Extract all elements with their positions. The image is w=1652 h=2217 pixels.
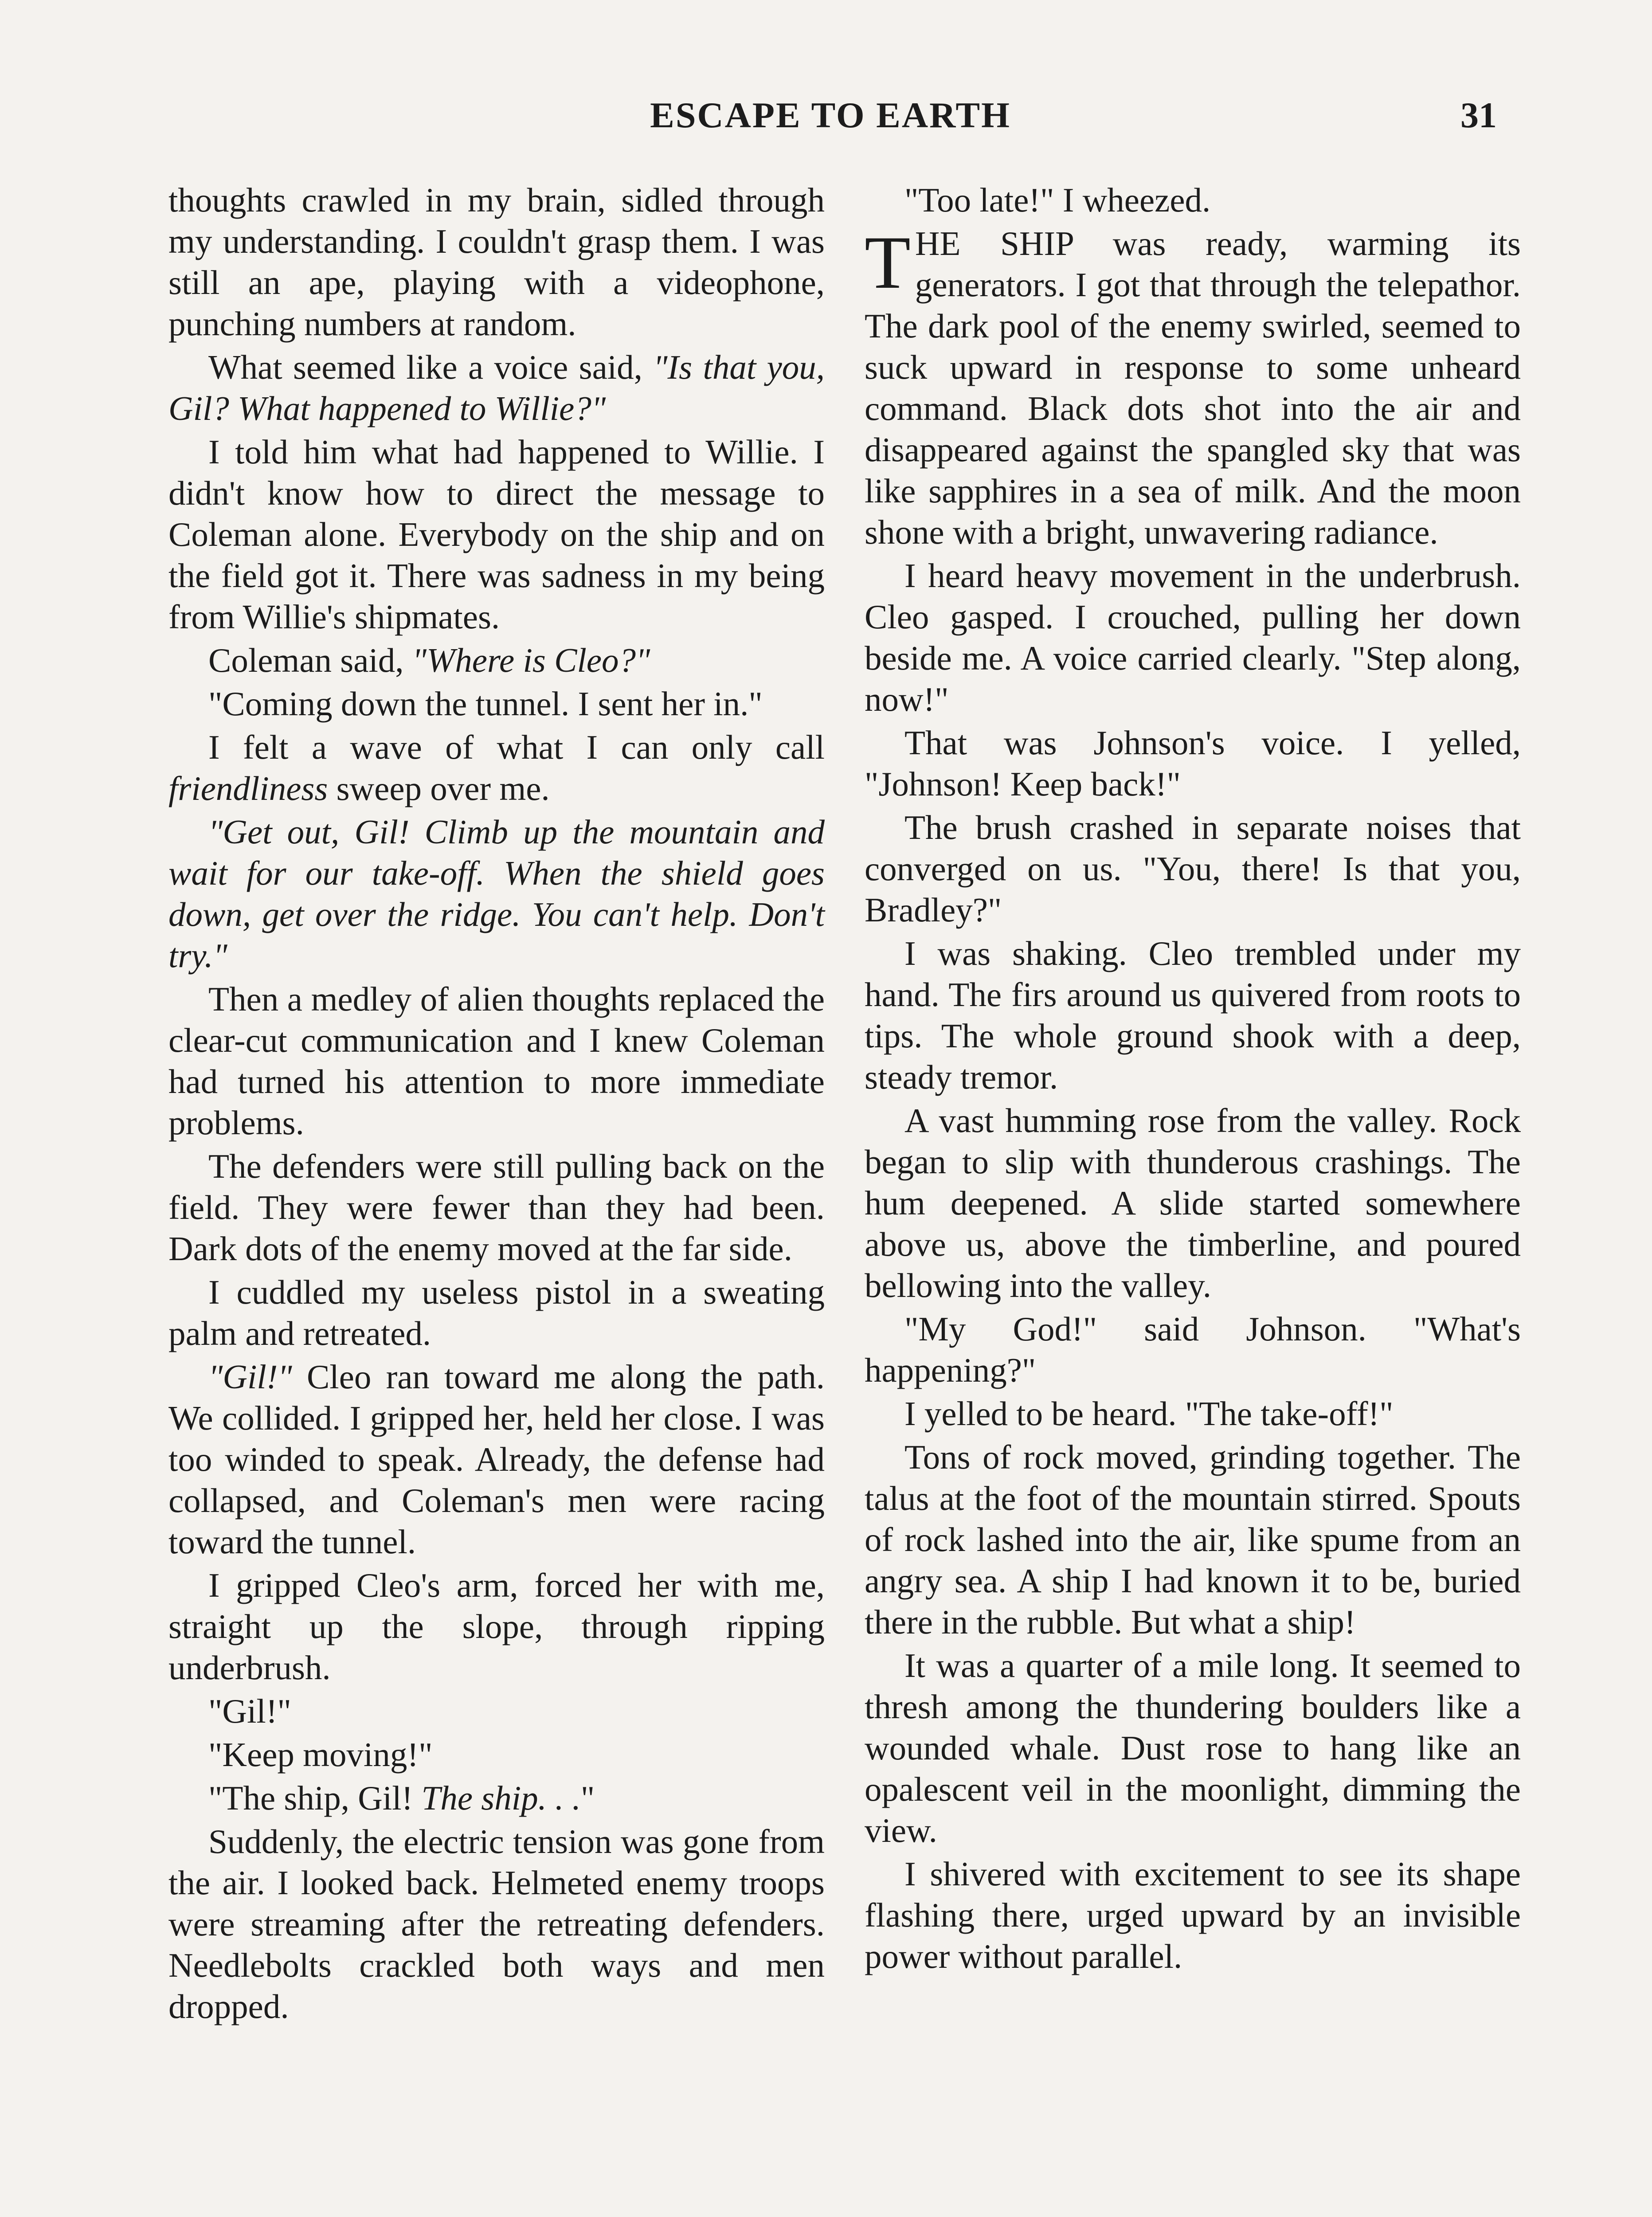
drop-cap: T bbox=[865, 221, 911, 304]
text-run: Cleo ran toward me along the path. We collided. I gripped her, held her close. I was too winded to speak. Already, the defense had collapsed, and Coleman's men were racing toward the tunnel. bbox=[168, 1358, 825, 1561]
left-text-column bbox=[168, 180, 825, 2029]
text-run: sweep over me. bbox=[328, 769, 550, 807]
paragraph bbox=[168, 640, 825, 681]
text-run: Suddenly, the electric tension was gone from the air. I looked back. Helmeted enemy troops were streaming after the retreating defenders. Needlebolts crackled both ways and men dropped. bbox=[168, 1822, 825, 2025]
paragraph bbox=[168, 347, 825, 429]
paragraph bbox=[168, 727, 825, 809]
text-run: "Too late!" I wheezed. bbox=[904, 181, 1211, 219]
text-run: " bbox=[580, 1779, 595, 1817]
paragraph bbox=[865, 807, 1521, 931]
paragraph bbox=[168, 1356, 825, 1563]
right-text-column bbox=[865, 180, 1521, 1979]
paragraph bbox=[168, 1691, 825, 1732]
paragraph bbox=[168, 1565, 825, 1688]
text-run: I cuddled my useless pistol in a sweating palm and retreated. bbox=[168, 1273, 825, 1352]
text-run: Tons of rock moved, grinding together. The talus at the foot of the mountain stirred. Spouts of rock lashed into the air, like spume from an angry sea. A ship I had known it to be, buried there in the rubble. But what a ship! bbox=[865, 1438, 1521, 1641]
text-run: What seemed like a voice said, bbox=[208, 348, 654, 386]
paragraph bbox=[168, 683, 825, 725]
paragraph bbox=[865, 1437, 1521, 1643]
text-run: Then a medley of alien thoughts replaced the clear-cut communication and I knew Coleman had turned his attention to more immediate problems. bbox=[168, 980, 825, 1142]
text-run: "My God!" said Johnson. "What's happening?" bbox=[865, 1310, 1521, 1389]
text-run: I was shaking. Cleo trembled under my hand. The firs around us quivered from roots to tips. The whole ground shook with a deep, steady tremor. bbox=[865, 934, 1521, 1096]
paragraph bbox=[168, 979, 825, 1144]
text-run: Coleman said, bbox=[208, 641, 412, 679]
italic-run: "Is that you, Gil? What happened to Willie?" bbox=[168, 348, 825, 427]
paragraph bbox=[168, 811, 825, 976]
italic-run: The ship. . . bbox=[421, 1779, 581, 1817]
text-run: "Coming down the tunnel. I sent her in." bbox=[208, 685, 763, 723]
page-header bbox=[164, 91, 1497, 140]
paragraph bbox=[865, 1100, 1521, 1306]
text-run: "The ship, Gil! bbox=[208, 1779, 422, 1817]
text-run: The defenders were still pulling back on the field. They were fewer than they had been. Dark dots of the enemy moved at the far side. bbox=[168, 1147, 825, 1268]
paragraph bbox=[168, 1146, 825, 1269]
paragraph bbox=[168, 1272, 825, 1354]
paragraph bbox=[865, 1853, 1521, 1977]
paragraph bbox=[168, 431, 825, 638]
italic-run: "Where is Cleo?" bbox=[412, 641, 650, 679]
text-run: I yelled to be heard. "The take-off!" bbox=[904, 1394, 1394, 1433]
page-number: 31 bbox=[1460, 95, 1497, 135]
text-run: That was Johnson's voice. I yelled, "Johnson! Keep back!" bbox=[865, 724, 1521, 803]
paragraph bbox=[865, 933, 1521, 1098]
paragraph bbox=[865, 180, 1521, 221]
text-run: It was a quarter of a mile long. It seemed to thresh among the thundering boulders like a wounded whale. Dust rose to hang like an opalescent veil in the moonlight, dimming the view. bbox=[865, 1646, 1521, 1849]
text-run: thoughts crawled in my brain, sidled through my understanding. I couldn't grasp them. I was still an ape, playing with a videophone, punching numbers at random. bbox=[168, 181, 825, 343]
running-title: ESCAPE TO EARTH bbox=[650, 95, 1011, 135]
paragraph bbox=[865, 555, 1521, 720]
text-run: I shivered with excitement to see its shape flashing there, urged upward by an invisible power without parallel. bbox=[865, 1855, 1521, 1975]
paragraph bbox=[865, 223, 1521, 553]
paragraph bbox=[168, 1821, 825, 2027]
paragraph bbox=[865, 1645, 1521, 1851]
text-run: I heard heavy movement in the underbrush. Cleo gasped. I crouched, pulling her down beside me. A voice carried clearly. "Step along, now!" bbox=[865, 556, 1521, 718]
paragraph bbox=[168, 1734, 825, 1775]
text-run: A vast humming rose from the valley. Rock began to slip with thunderous crashings. The hum deepened. A slide started somewhere above us, above the timberline, and poured bellowing into the valley. bbox=[865, 1101, 1521, 1304]
paragraph bbox=[168, 1778, 825, 1819]
italic-run: friendliness bbox=[168, 769, 328, 807]
text-run: I gripped Cleo's arm, forced her with me, straight up the slope, through ripping underbrush. bbox=[168, 1566, 825, 1687]
text-run: I felt a wave of what I can only call bbox=[208, 728, 825, 766]
text-run: The brush crashed in separate noises that converged on us. "You, there! Is that you, Bradley?" bbox=[865, 808, 1521, 929]
text-run: "Keep moving!" bbox=[208, 1735, 433, 1774]
paragraph bbox=[865, 1308, 1521, 1391]
italic-run: "Get out, Gil! Climb up the mountain and wait for our take-off. When the shield goes down, get over the ridge. You can't help. Don't try." bbox=[168, 813, 825, 975]
paragraph bbox=[168, 180, 825, 345]
text-run: "Gil!" bbox=[208, 1692, 291, 1730]
italic-run: "Gil!" bbox=[208, 1358, 292, 1396]
paragraph bbox=[865, 722, 1521, 805]
text-run: HE SHIP was ready, warming its generators. I got that through the telepathor. The dark pool of the enemy swirled, seemed to suck upward in response to some unheard command. Black dots shot into the air and disappeared against the spangled sky that was like sapphires in a sea of milk. And the moon shone with a bright, unwavering radiance. bbox=[865, 224, 1521, 551]
paragraph bbox=[865, 1393, 1521, 1434]
text-run: I told him what had happened to Willie. I didn't know how to direct the message to Coleman alone. Everybody on the ship and on the field got it. There was sadness in my being from Willie's shipmates. bbox=[168, 433, 825, 636]
